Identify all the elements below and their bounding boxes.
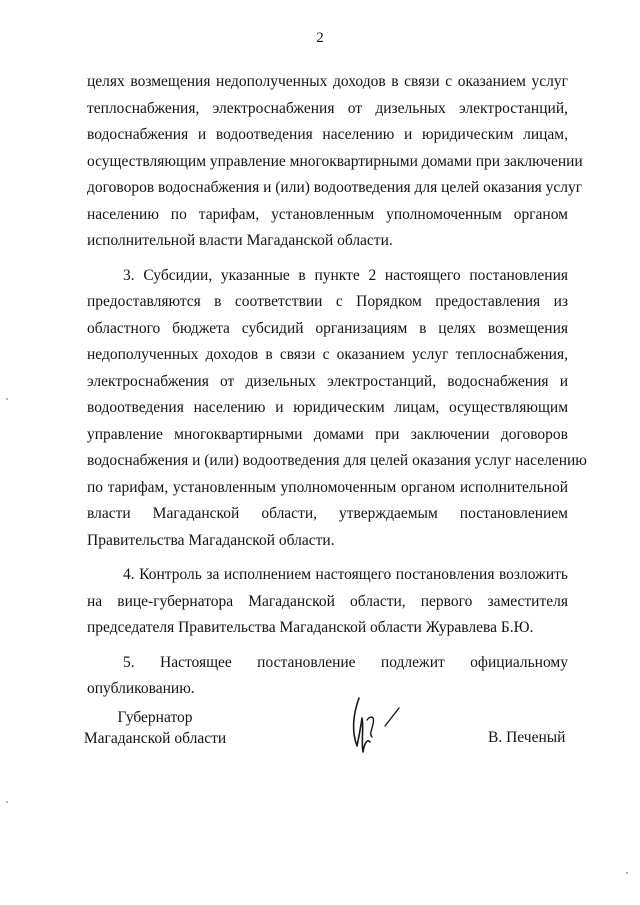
text-line: власти Магаданской области, утверждаемым постановлением xyxy=(87,505,568,522)
paragraph-continuation xyxy=(87,69,583,255)
signatory-name: В. Печеный xyxy=(488,729,566,746)
signatory-title-line: Магаданской области xyxy=(83,730,227,747)
text-line: предоставляются в соответствии с Порядком предоставления из xyxy=(87,293,568,310)
text-line: водоотведения населению и юридическим лицам, осуществляющим xyxy=(87,399,568,416)
text-line: 5. Настоящее постановление подлежит официальному xyxy=(123,653,568,671)
text-line: 3. Субсидии, указанные в пункте 2 настоящего постановления xyxy=(123,266,568,284)
text-line: электроснабжения от дизельных электростанций, водоснабжения и xyxy=(87,372,568,390)
text-line: теплоснабжения, электроснабжения от дизельных электростанций, xyxy=(87,99,568,117)
signatory-title xyxy=(80,707,230,749)
text-line: исполнительной власти Магаданской области. xyxy=(87,232,393,249)
text-line: 4. Контроль за исполнением настоящего постановления возложить xyxy=(123,566,568,583)
paragraph-5 xyxy=(87,650,568,703)
text-line: по тарифам, установленным уполномоченным органом исполнительной xyxy=(87,478,568,496)
document-body xyxy=(87,69,587,703)
text-line: водоснабжения и (или) водоотведения для целей оказания услуг населению xyxy=(87,452,587,469)
handwritten-signature xyxy=(345,690,405,760)
scan-dot xyxy=(6,801,8,803)
paragraph-3 xyxy=(87,263,587,555)
scan-dot xyxy=(626,872,628,874)
text-line: осуществляющим управление многоквартирными домами при заключении xyxy=(87,152,583,170)
signatory-title-line: Губернатор xyxy=(117,709,193,726)
text-line: Правительства Магаданской области. xyxy=(87,531,335,549)
text-line: договоров водоснабжения и (или) водоотведения для целей оказания услуг xyxy=(87,179,583,196)
text-line: населению по тарифам, установленным уполномоченным органом xyxy=(87,205,568,223)
page-number: 2 xyxy=(316,30,324,46)
text-line: на вице-губернатора Магаданской области, первого заместителя xyxy=(87,592,568,610)
text-line: областного бюджета субсидий организациям в целях возмещения xyxy=(87,319,568,337)
text-line: целях возмещения недополученных доходов в связи с оказанием услуг xyxy=(87,73,568,90)
text-line: управление многоквартирными домами при заключении договоров xyxy=(87,425,568,443)
paragraph-4 xyxy=(87,562,568,642)
text-line: недополученных доходов в связи с оказанием услуг теплоснабжения, xyxy=(87,346,568,363)
text-line: водоснабжения и водоотведения населению и юридическим лицам, xyxy=(87,126,568,143)
text-line: опубликованию. xyxy=(87,680,195,697)
text-line: председателя Правительства Магаданской области Журавлева Б.Ю. xyxy=(87,619,534,636)
scan-dot xyxy=(6,398,8,400)
